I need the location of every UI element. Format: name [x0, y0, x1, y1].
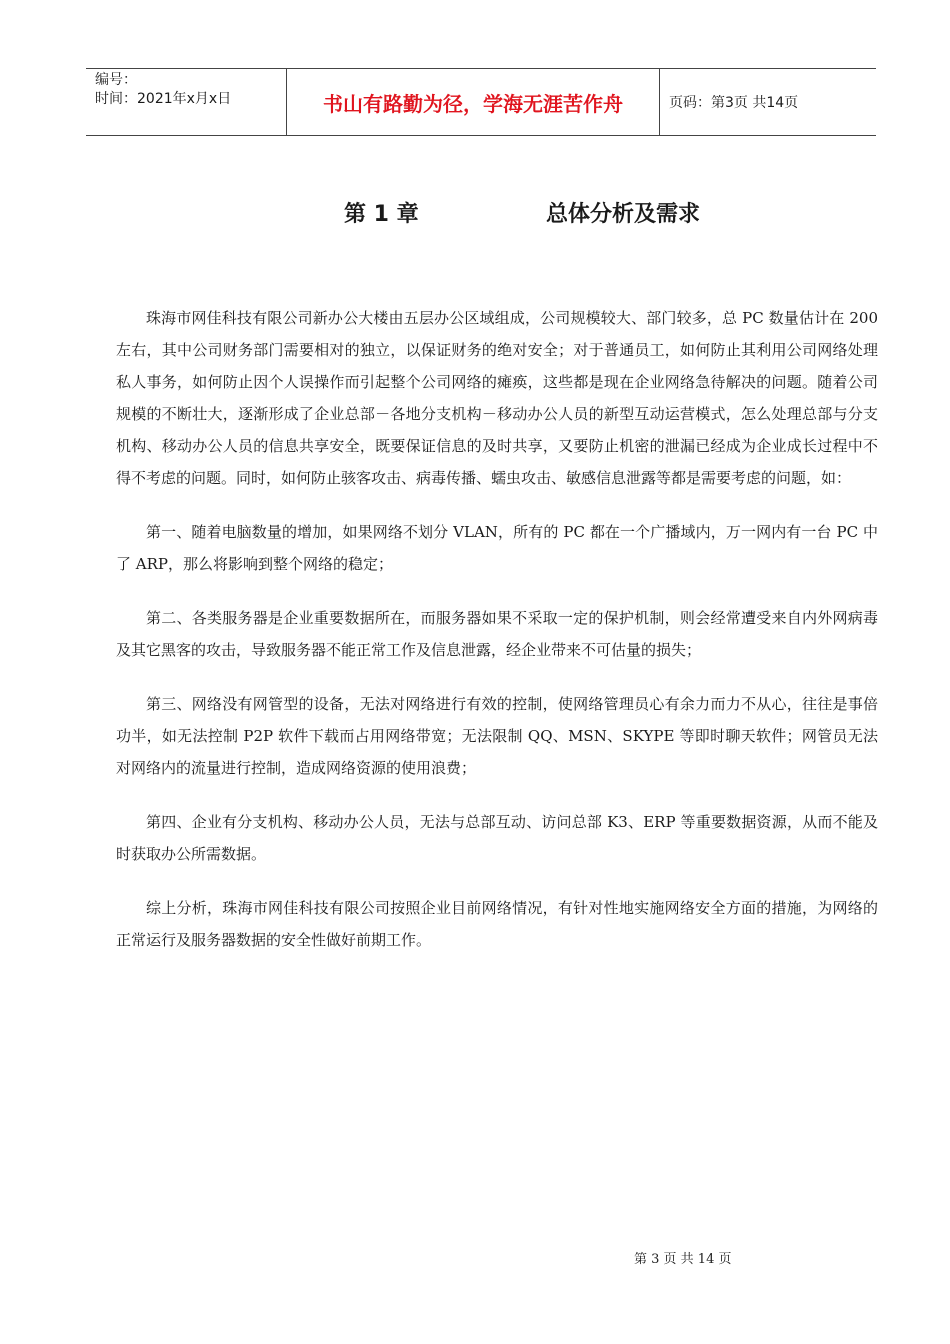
chapter-number: 第 1 章	[344, 202, 419, 227]
number-label: 编号：	[95, 72, 137, 88]
paragraph-third: 第三、网络没有网管型的设备，无法对网络进行有效的控制，使网络管理员心有余力而力不从心，往往是事倍功半，如无法控制 P2P 软件下载而占用网络带宽；无法限制 QQ、MSN、SKYPE 等即时聊天软件；网管员无法对网络内的流量进行控制，造成网络资源的使用浪费；	[116, 695, 878, 777]
chapter-heading	[0, 197, 950, 231]
paragraph-first: 第一、随着电脑数量的增加，如果网络不划分 VLAN，所有的 PC 都在一个广播域内，万一网内有一台 PC 中了 ARP，那么将影响到整个网络的稳定；	[116, 523, 878, 573]
page-footer: 第 3 页 共 14 页	[634, 1252, 732, 1267]
paragraph-intro: 珠海市网佳科技有限公司新办公大楼由五层办公区域组成，公司规模较大、部门较多，总 PC 数量估计在 200 左右，其中公司财务部门需要相对的独立，以保证财务的绝对安全；对于普通员工，如何防止其利用公司网络处理私人事务，如何防止因个人误操作而引起整个公司网络的瘫痪，这些都是现在企业网络急待解决的问题。随着公司规模的不断壮大，逐渐形成了企业总部－各地分支机构－移动办公人员的新型互动运营模式，怎么处理总部与分支机构、移动办公人员的信息共享安全，既要保证信息的及时共享，又要防止机密的泄漏已经成为企业成长过程中不得不考虑的问题。同时，如何防止骇客攻击、病毒传播、蠕虫攻击、敏感信息泄露等都是需要考虑的问题，如：	[116, 309, 878, 487]
paragraph-second: 第二、各类服务器是企业重要数据所在，而服务器如果不采取一定的保护机制，则会经常遭受来自内外网病毒及其它黑客的攻击，导致服务器不能正常工作及信息泄露，经企业带来不可估量的损失；	[116, 609, 878, 659]
header-page-label: 页码：第3页 共14页	[669, 95, 799, 111]
page-header	[86, 68, 876, 136]
paragraph-fourth: 第四、企业有分支机构、移动办公人员，无法与总部互动、访问总部 K3、ERP 等重要数据资源，从而不能及时获取办公所需数据。	[116, 813, 878, 863]
paragraph-summary: 综上分析，珠海市网佳科技有限公司按照企业目前网络情况，有针对性地实施网络安全方面的措施，为网络的正常运行及服务器数据的安全性做好前期工作。	[116, 899, 878, 949]
body-text	[116, 302, 878, 978]
chapter-title: 总体分析及需求	[546, 202, 701, 227]
header-meta	[86, 69, 287, 135]
time-label: 时间：2021年x月x日	[95, 91, 232, 107]
header-motto: 书山有路勤为径，学海无涯苦作舟	[287, 69, 660, 135]
